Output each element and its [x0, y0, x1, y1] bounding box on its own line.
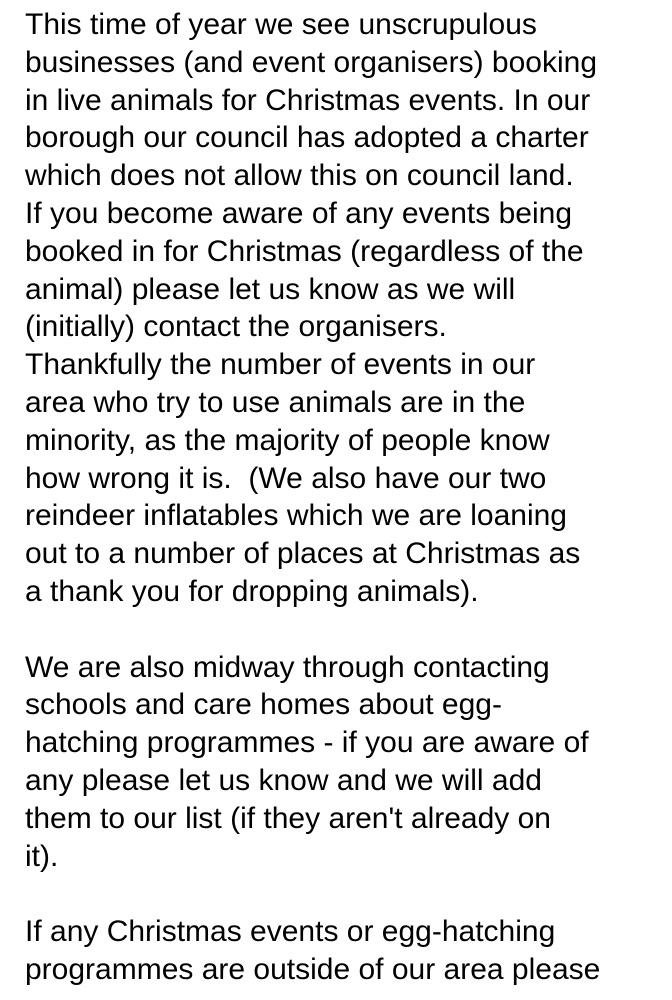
text-line: programmes are outside of our area please	[25, 952, 601, 986]
text-line: in live animals for Christmas events. In our	[25, 83, 591, 117]
text-line: animal) please let us know as we will	[25, 272, 516, 306]
post-body	[25, 6, 665, 989]
text-line: how wrong it is. (We also have our two	[25, 461, 547, 495]
text-line: hatching programmes - if you are aware of	[25, 726, 589, 760]
paragraph-christmas-events	[25, 6, 665, 611]
paragraph-spacer	[25, 611, 665, 649]
text-line: This time of year we see unscrupulous	[25, 8, 537, 41]
text-line: (initially) contact the organisers.	[25, 310, 447, 344]
text-line: borough our council has adopted a charter	[25, 121, 589, 155]
text-line: reindeer inflatables which we are loaning	[25, 499, 567, 533]
text-line: it).	[25, 839, 59, 873]
text-line: schools and care homes about egg-	[25, 688, 502, 722]
text-line: them to our list (if they aren't already on	[25, 801, 551, 835]
text-line: out to a number of places at Christmas as	[25, 537, 581, 571]
text-line: minority, as the majority of people know	[25, 423, 550, 457]
text-line: booked in for Christmas (regardless of the	[25, 234, 584, 268]
text-line: area who try to use animals are in the	[25, 385, 526, 419]
paragraph-spacer	[25, 875, 665, 913]
text-line: which does not allow this on council land.	[25, 159, 574, 193]
text-line: Thankfully the number of events in our	[25, 348, 536, 382]
text-line: We are also midway through contacting	[25, 650, 550, 684]
text-line: businesses (and event organisers) booking	[25, 45, 598, 79]
text-line: If you become aware of any events being	[25, 196, 573, 230]
paragraph-egg-hatching	[25, 649, 665, 876]
text-line: a thank you for dropping animals).	[25, 574, 479, 608]
text-line: any please let us know and we will add	[25, 763, 542, 797]
paragraph-outside-area	[25, 913, 665, 989]
text-line: If any Christmas events or egg-hatching	[25, 915, 556, 949]
